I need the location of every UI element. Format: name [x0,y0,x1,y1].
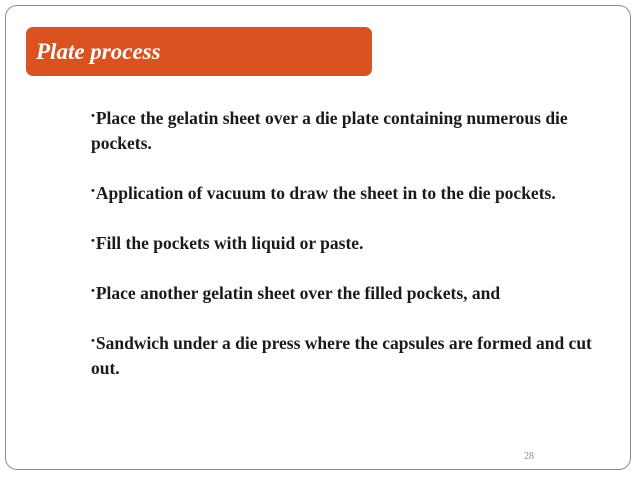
bullet-dot: • [91,285,95,297]
bullet-item-2 [91,179,606,206]
bullet-dot: • [91,110,95,122]
bullet-dot: • [91,235,95,247]
bullet-text-2: Application of vacuum to draw the sheet in to the die pockets. [95,183,556,203]
bullet-text-5: Sandwich under a die press where the capsules are formed and cut out. [91,333,592,378]
title-banner [26,27,372,76]
bullet-list [91,104,606,404]
bullet-dot: • [91,335,95,347]
bullet-text-4: Place another gelatin sheet over the filled pockets, and [95,283,501,303]
bullet-item-5 [91,329,606,381]
bullet-item-3 [91,229,606,256]
bullet-dot: • [91,185,95,197]
bullet-item-4 [91,279,606,306]
slide-title: Plate process [36,39,161,64]
bullet-text-3: Fill the pockets with liquid or paste. [95,233,364,253]
bullet-text-1: Place the gelatin sheet over a die plate containing numerous die pockets. [91,108,568,153]
bullet-item-1 [91,104,606,156]
page-number: 28 [524,451,534,462]
